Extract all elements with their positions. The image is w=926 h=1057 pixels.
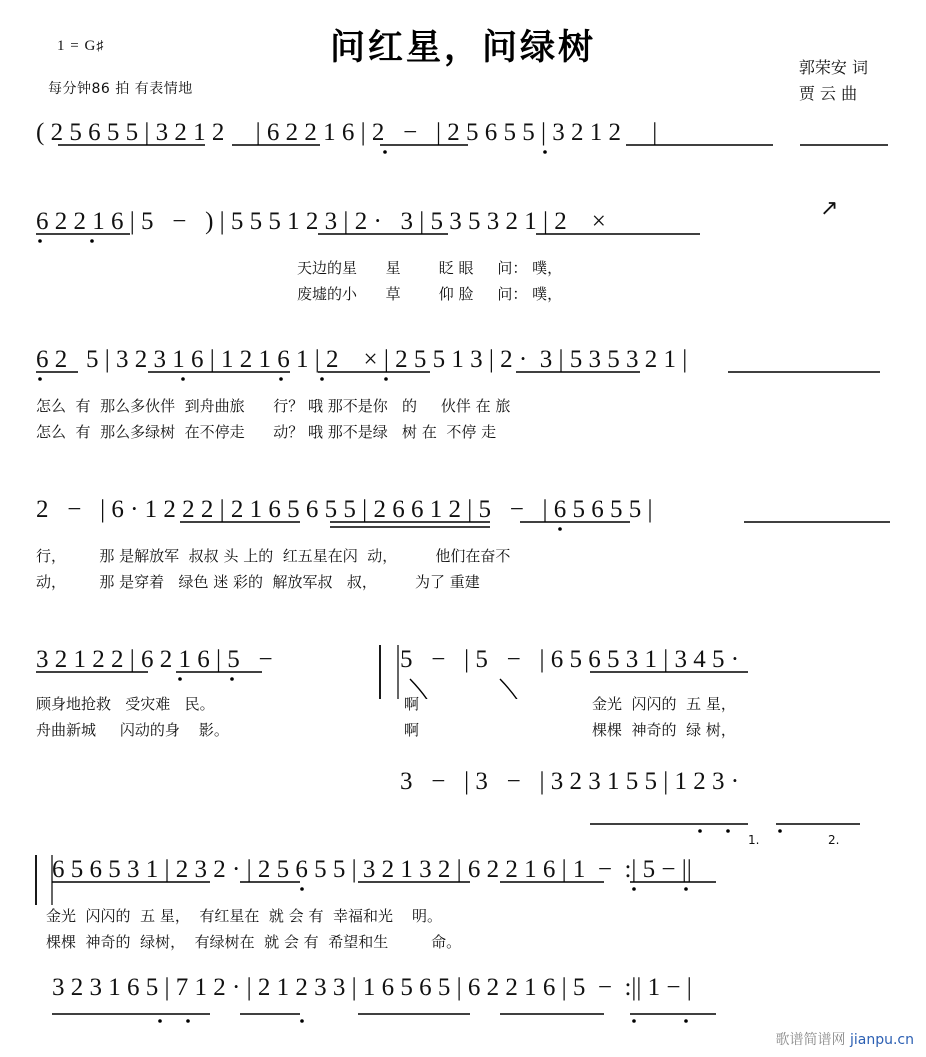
lyric-text: 天边的星 星 眨 眼 问： 噗， <box>297 259 563 277</box>
watermark <box>776 1029 914 1049</box>
lyric-text: 怎么 有 那么多绿树 在不停走 动？ 哦 那不是绿 树 在 不停 走 <box>36 423 497 441</box>
lyrics-verse-2 <box>0 931 926 957</box>
lyric-text: 怎么 有 那么多伙伴 到舟曲旅 行？ 哦 那不是你 的 伙伴 在 旅 <box>36 397 511 415</box>
credit-composer: 贾 云 曲 <box>798 84 858 103</box>
system-5-upper-notes: 5 − | 5 − | 6 5 6 5 3 1 | 3 4 5 · <box>400 646 740 673</box>
system-3-notes: 6 2 5 | 3 2 3 1 6 | 1 2 1 6 1 | 2 × | 2 5 5 1 3 | 2 · 3 | 5 3 5 3 2 1 | <box>36 346 688 373</box>
system-6-lower-notes: 3 2 3 1 6 5 | 7 1 2 · | 2 1 2 3 3 | 1 6 5 6 5 | 6 2 2 1 6 | 5 − :|| 1 − | <box>52 974 692 1001</box>
system-5-lower-notes: 3 − | 3 − | 3 2 3 1 5 5 | 1 2 3 · <box>400 768 740 795</box>
lyrics-verse-1 <box>0 905 926 931</box>
lyric-text: 顾身地抢救 受灾难 民。 <box>36 695 215 713</box>
lyrics-verse-2 <box>0 283 926 309</box>
music-system-6 <box>0 833 926 1013</box>
key-signature-text: 1 = G <box>57 38 97 54</box>
tempo-marking: 每分钟86 拍 有表情地 <box>48 81 193 97</box>
music-system-3 <box>0 345 926 447</box>
breath-arrow-icon: ↗ <box>820 195 839 220</box>
lyrics-verse-1 <box>0 545 926 571</box>
lyric-text-upper: 啊 <box>404 695 420 713</box>
system-1-notes: ( 2 5 6 5 5 | 3 2 1 2 | 6 2 2 1 6 | 2 − | 2 5 6 5 5 | 3 2 1 2 | <box>36 119 658 146</box>
lyric-text: 行， 那 是解放军 叔叔 头 上的 红五星在闪 动， 他们在奋不 <box>36 547 511 565</box>
sharp-symbol: ♯ <box>96 39 105 54</box>
notation-line <box>0 345 926 385</box>
lyric-text-mid: 棵棵 神奇的 绿 树， <box>592 721 736 739</box>
notation-line <box>0 645 926 685</box>
notation-line <box>0 118 926 158</box>
lyrics-verse-1 <box>0 693 926 719</box>
system-5-notes: 3 2 1 2 2 | 6 2 1 6 | 5 − <box>36 646 273 673</box>
system-2-notes: 6 2 2 1 6 | 5 − ) | 5 5 5 1 2 3 | 2 · 3 | 5 3 5 3 2 1 | 2 × <box>36 208 606 235</box>
system-4-notes: 2 − | 6 · 1 2 2 2 | 2 1 6 5 6 5 5 | 2 6 6 1 2 | 5 − | 6 5 6 5 5 | <box>36 496 653 523</box>
credit-lyricist: 郭荣安 词 <box>798 58 868 77</box>
lyrics-verse-1 <box>0 257 926 283</box>
lyric-text: 舟曲新城 闪动的身 影。 <box>36 721 229 739</box>
notation-line <box>0 495 926 535</box>
music-system-2 <box>0 195 926 309</box>
ending-2-label: 2. <box>828 833 840 847</box>
watermark-url: jianpu.cn <box>849 1032 914 1048</box>
credits <box>799 55 868 107</box>
music-system-1 <box>0 118 926 158</box>
lyrics-verse-2 <box>0 719 926 745</box>
lyrics-verse-2 <box>0 571 926 597</box>
lyric-text: 动， 那 是穿着 绿色 迷 彩的 解放军叔 叔， 为了 重建 <box>36 573 480 591</box>
lyric-text-mid: 金光 闪闪的 五 星， <box>592 695 736 713</box>
music-system-5 <box>0 645 926 807</box>
notation-line-lower <box>0 767 926 807</box>
watermark-site-name: 歌谱简谱网 <box>775 1032 846 1048</box>
notation-line-lower <box>0 973 926 1013</box>
notation-line <box>0 195 926 247</box>
lyric-text: 废墟的小 草 仰 脸 问： 噗， <box>297 285 563 303</box>
notation-line-upper <box>0 833 926 895</box>
system-6-upper-notes: 6 5 6 5 3 1 | 2 3 2 · | 2 5 6 5 5 | 3 2 1 3 2 | 6 2 2 1 6 | 1 − :| 5 − || <box>52 856 692 883</box>
lyrics-verse-1 <box>0 395 926 421</box>
lyric-text: 棵棵 神奇的 绿树， 有绿树在 就 会 有 希望和生 命。 <box>46 933 462 951</box>
lyrics-verse-2 <box>0 421 926 447</box>
ending-1-label: 1. <box>748 833 760 847</box>
music-system-4 <box>0 495 926 597</box>
lyric-text: 金光 闪闪的 五 星， 有红星在 就 会 有 幸福和光 明。 <box>46 907 443 925</box>
lyric-text-upper: 啊 <box>404 721 420 739</box>
page-title: 问红星，问绿树 <box>329 28 596 68</box>
